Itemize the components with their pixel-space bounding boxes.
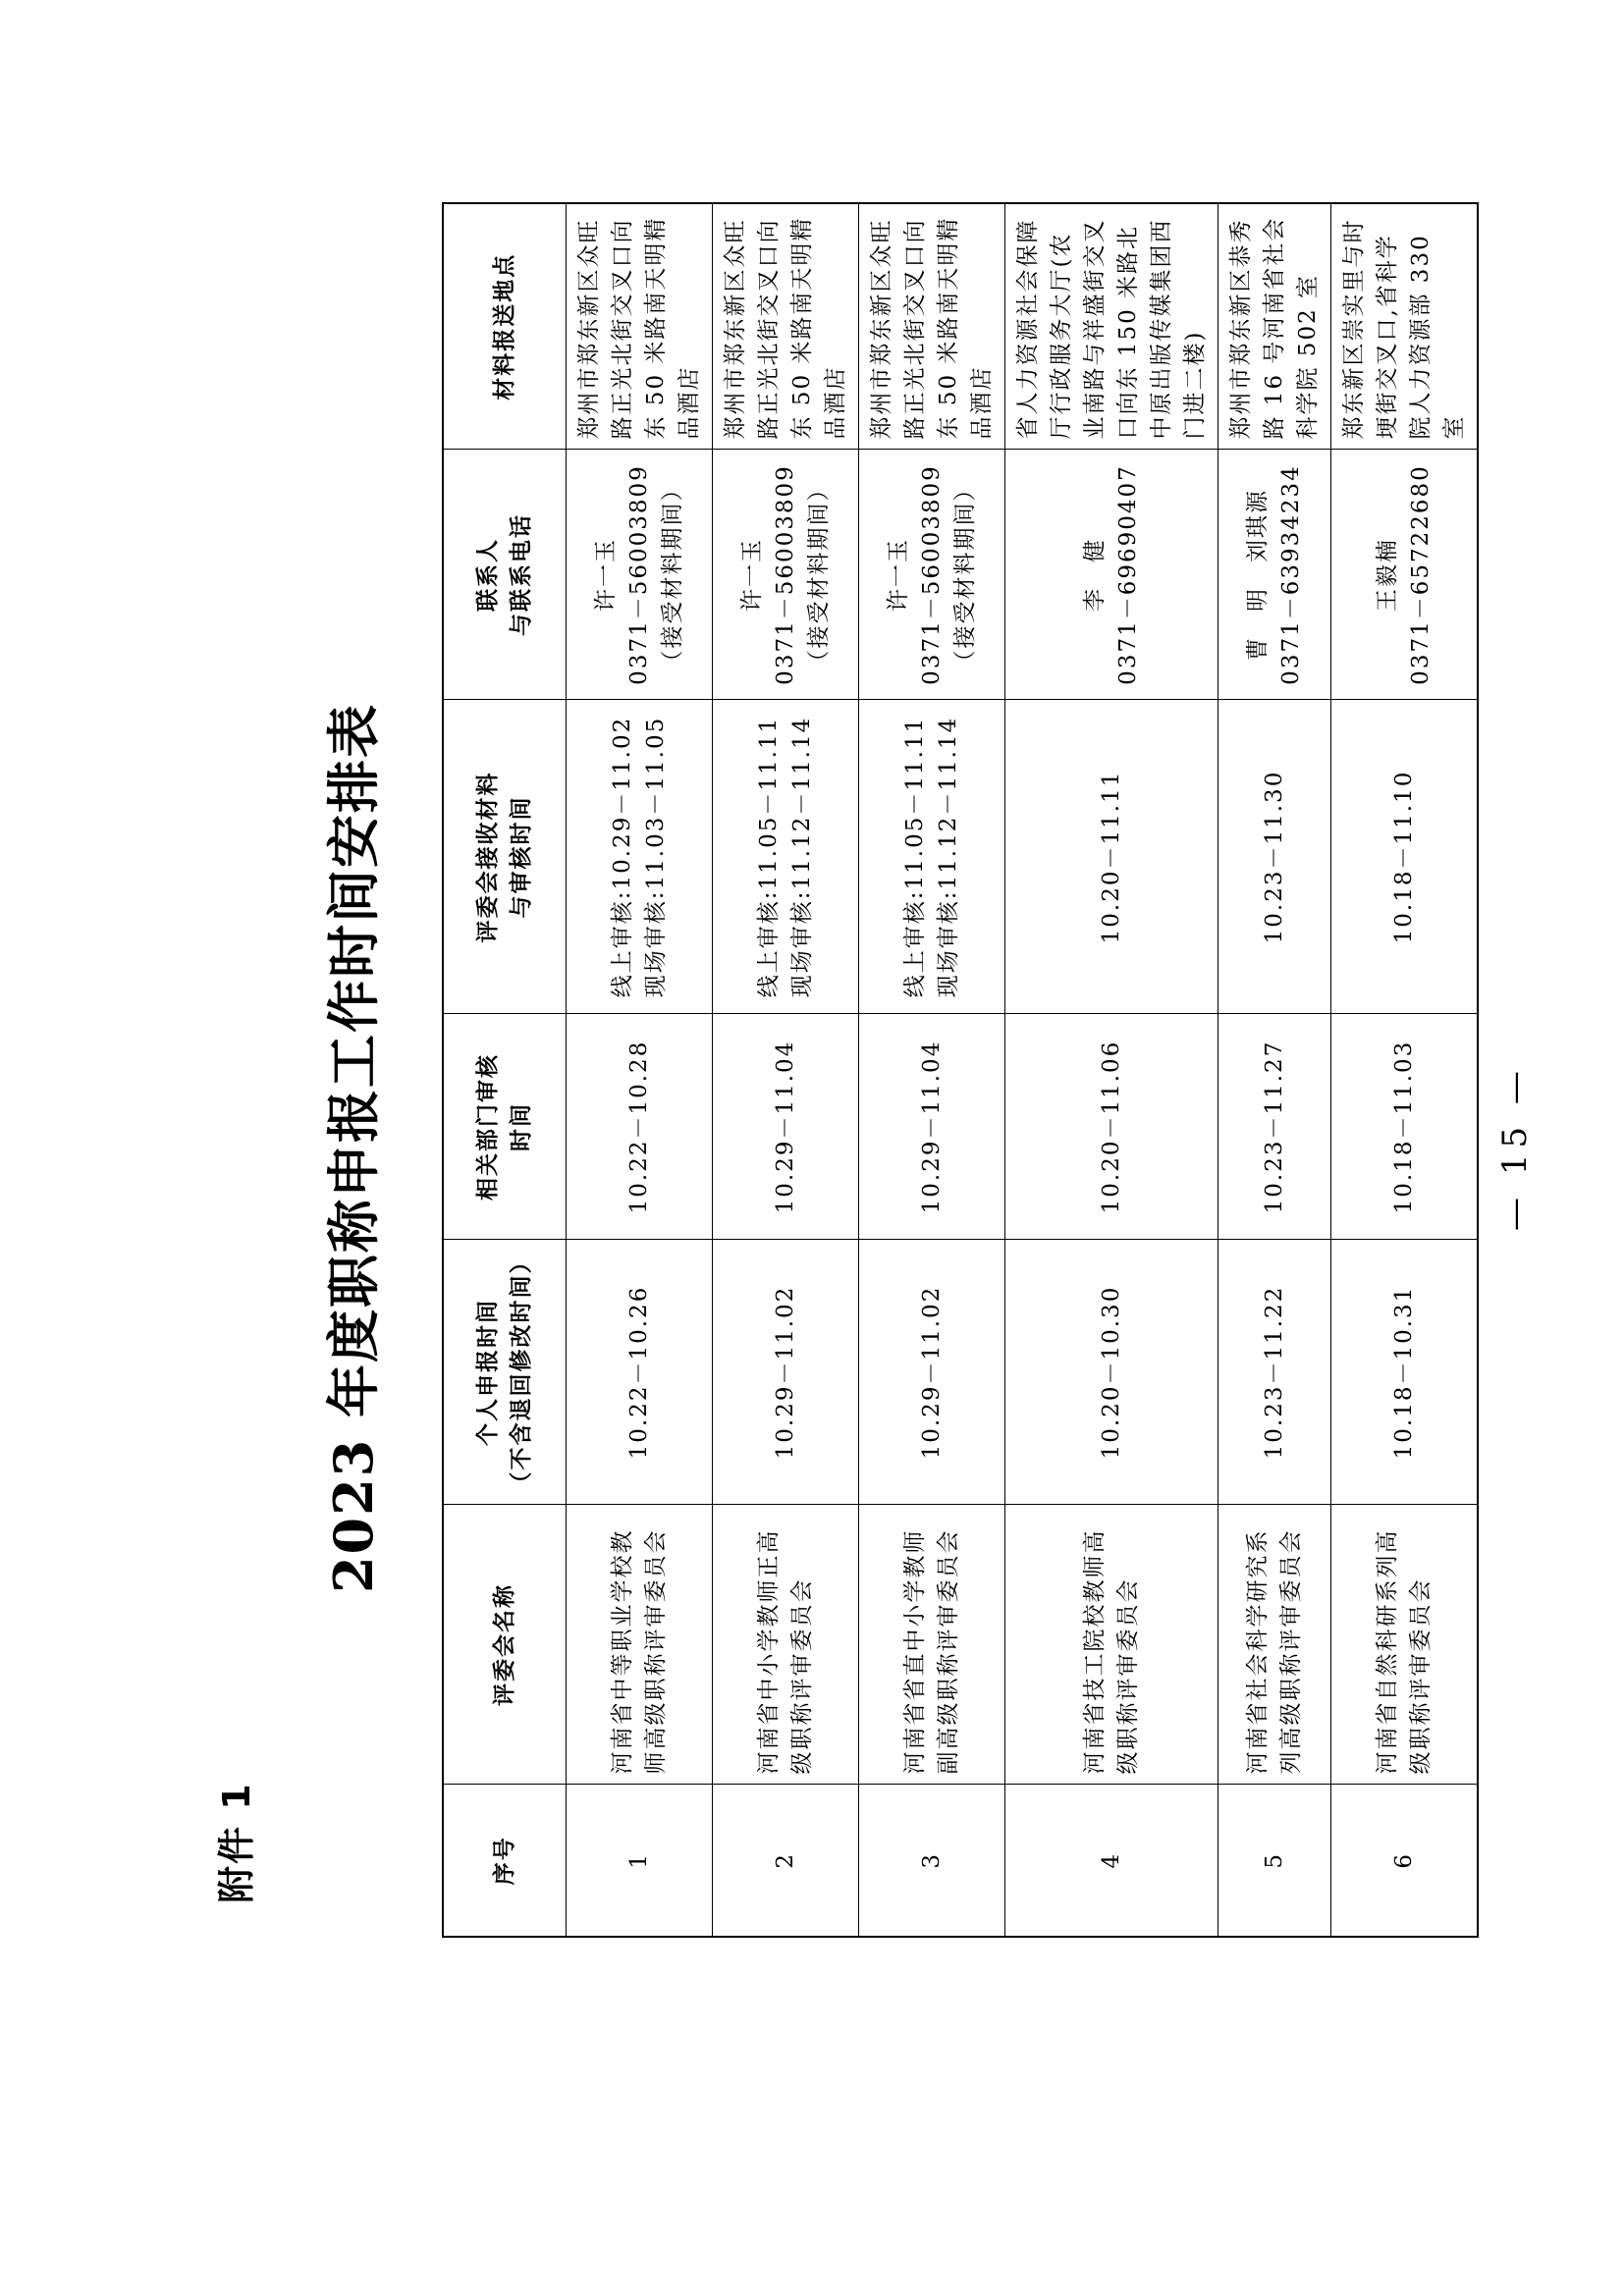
- row-dept-review: 10.20－11.06: [1005, 1014, 1218, 1240]
- table-row: [1218, 203, 1331, 1937]
- header-contact: 联系人 与联系电话: [443, 450, 567, 700]
- table-header-row: [443, 203, 567, 1937]
- row-index: 2: [713, 1785, 859, 1937]
- row-dept-review: 10.22－10.28: [567, 1014, 713, 1240]
- row-index: 1: [567, 1785, 713, 1937]
- row-personal-period: 10.22－10.26: [567, 1240, 713, 1505]
- row-address: 郑州市郑东新区众旺路正光北街交叉口向东 50 米路南天明精品酒店: [567, 203, 713, 450]
- row-committee-review: 线上审核:11.05－11.11 现场审核:11.12－11.14: [713, 700, 859, 1014]
- row-contact: 许一玉 0371－56003809 （接受材料期间）: [567, 450, 713, 700]
- row-committee-name: 河南省中小学教师正高级职称评审委员会: [713, 1505, 859, 1785]
- header-personal-period: 个人申报时间 （不含退回修改时间）: [443, 1240, 567, 1505]
- row-committee-review: 10.20－11.11: [1005, 700, 1218, 1014]
- row-address: 省人力资源社会保障厅行政服务大厅(农业南路与祥盛街交叉口向东 150 米路北中原出版传媒集团西门进二楼): [1005, 203, 1218, 450]
- row-committee-name: 河南省技工院校教师高级职称评审委员会: [1005, 1505, 1218, 1785]
- table-row: [859, 203, 1005, 1937]
- row-address: 郑州市郑东新区恭秀路 16 号河南省社会科学院 502 室: [1218, 203, 1331, 450]
- header-committee: 评委会名称: [443, 1505, 567, 1785]
- row-dept-review: 10.29－11.04: [859, 1014, 1005, 1240]
- table-row: [567, 203, 713, 1937]
- row-dept-review: 10.29－11.04: [713, 1014, 859, 1240]
- row-committee-review: 线上审核:11.05－11.11 现场审核:11.12－11.14: [859, 700, 1005, 1014]
- row-address: 郑州市郑东新区众旺路正光北街交叉口向东 50 米路南天明精品酒店: [859, 203, 1005, 450]
- row-committee-name: 河南省中等职业学校教师高级职称评审委员会: [567, 1505, 713, 1785]
- row-dept-review: 10.23－11.27: [1218, 1014, 1331, 1240]
- row-personal-period: 10.29－11.02: [859, 1240, 1005, 1505]
- header-address: 材料报送地点: [443, 203, 567, 450]
- row-contact: 曹 明 刘琪源 0371－63934234: [1218, 450, 1331, 700]
- table-row: [1005, 203, 1218, 1937]
- row-committee-name: 河南省社会科学研究系列高级职称评审委员会: [1218, 1505, 1331, 1785]
- row-index: 3: [859, 1785, 1005, 1937]
- row-index: 5: [1218, 1785, 1331, 1937]
- row-personal-period: 10.23－11.22: [1218, 1240, 1331, 1505]
- page-number: — 15 —: [1495, 1065, 1535, 1231]
- row-index: 4: [1005, 1785, 1218, 1937]
- row-committee-name: 河南省自然科研系列高级职称评审委员会: [1331, 1505, 1479, 1785]
- row-personal-period: 10.29－11.02: [713, 1240, 859, 1505]
- row-committee-name: 河南省省直中小学教师副高级职称评审委员会: [859, 1505, 1005, 1785]
- row-personal-period: 10.18－10.31: [1331, 1240, 1479, 1505]
- table-row: [1331, 203, 1479, 1937]
- row-index: 6: [1331, 1785, 1479, 1937]
- header-index: 序号: [443, 1785, 567, 1937]
- row-contact: 许一玉 0371－56003809 （接受材料期间）: [859, 450, 1005, 700]
- attachment-label: 附件 1: [215, 1782, 258, 1903]
- row-dept-review: 10.18－11.03: [1331, 1014, 1479, 1240]
- row-committee-review: 线上审核:10.29－11.02 现场审核:11.03－11.05: [567, 700, 713, 1014]
- row-contact: 李 健 0371－69690407: [1005, 450, 1218, 700]
- header-committee-review: 评委会接收材料 与审核时间: [443, 700, 567, 1014]
- row-contact: 许一玉 0371－56003809 （接受材料期间）: [713, 450, 859, 700]
- row-contact: 王毅楠 0371－65722680: [1331, 450, 1479, 700]
- row-committee-review: 10.23－11.30: [1218, 700, 1331, 1014]
- table-row: [713, 203, 859, 1937]
- page-title: 2023 年度职称申报工作时间安排表: [322, 702, 385, 1594]
- row-personal-period: 10.20－10.30: [1005, 1240, 1218, 1505]
- row-address: 郑州市郑东新区众旺路正光北街交叉口向东 50 米路南天明精品酒店: [713, 203, 859, 450]
- header-dept-review: 相关部门审核 时间: [443, 1014, 567, 1240]
- row-committee-review: 10.18－11.10: [1331, 700, 1479, 1014]
- schedule-table: [442, 202, 1479, 1938]
- row-address: 郑东新区崇实里与时埂街交叉口,省科学院人力资源部 330 室: [1331, 203, 1479, 450]
